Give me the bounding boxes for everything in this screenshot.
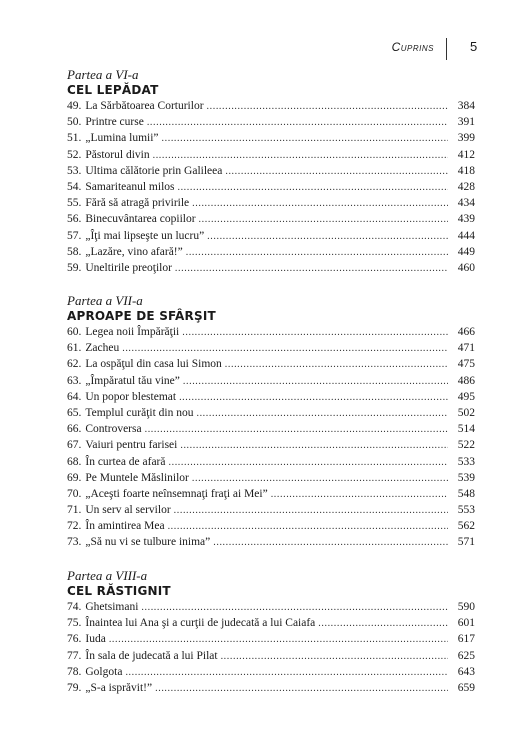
entry-page-number: 495 bbox=[457, 390, 475, 403]
toc-entry[interactable] bbox=[67, 454, 475, 470]
toc-entry[interactable] bbox=[67, 615, 475, 631]
toc-entry[interactable] bbox=[67, 389, 475, 405]
toc-entry[interactable] bbox=[67, 244, 475, 260]
entry-number: 61. bbox=[67, 342, 82, 355]
entry-title: Ghetsimani bbox=[85, 601, 139, 613]
entry-number: 53. bbox=[67, 164, 82, 177]
toc-entry[interactable] bbox=[67, 437, 475, 453]
entry-page-number: 643 bbox=[457, 665, 475, 678]
entry-page-number: 553 bbox=[457, 504, 475, 517]
entry-number: 72. bbox=[67, 520, 82, 533]
entry-title: La Sărbătoarea Corturilor bbox=[85, 100, 204, 112]
toc-entry[interactable] bbox=[67, 680, 475, 696]
entry-title: Templul curăţit din nou bbox=[85, 406, 194, 419]
part-label: Partea a VII-a bbox=[67, 293, 143, 308]
entry-number: 60. bbox=[67, 326, 82, 338]
toc-entry[interactable] bbox=[67, 98, 475, 114]
toc-entry[interactable] bbox=[67, 114, 475, 130]
entry-page-number: 471 bbox=[457, 342, 475, 355]
entry-title: În curtea de afară bbox=[85, 455, 166, 468]
entry-title: Ultima călătorie prin Galileea bbox=[85, 164, 223, 177]
entry-title: Printre curse bbox=[85, 116, 144, 129]
toc-entry[interactable] bbox=[67, 147, 475, 163]
toc-entry[interactable] bbox=[67, 486, 475, 502]
toc-entry[interactable] bbox=[67, 502, 475, 518]
entry-page-number: 590 bbox=[457, 601, 475, 613]
toc-entry[interactable] bbox=[67, 179, 475, 195]
entry-number: 56. bbox=[67, 213, 82, 226]
entry-title: Un serv al servilor bbox=[85, 504, 171, 517]
entry-page-number: 444 bbox=[457, 229, 475, 242]
dot-leader bbox=[168, 519, 448, 535]
entry-page-number: 659 bbox=[457, 681, 475, 694]
part-section bbox=[67, 569, 475, 696]
dot-leader bbox=[169, 455, 449, 471]
entry-page-number: 460 bbox=[457, 261, 475, 274]
entry-number: 51. bbox=[67, 132, 82, 145]
toc-entry[interactable] bbox=[67, 599, 475, 615]
entry-number: 63. bbox=[67, 374, 82, 387]
entry-page-number: 617 bbox=[457, 633, 475, 646]
entry-title: Păstorul divin bbox=[85, 148, 150, 161]
toc-entry[interactable] bbox=[67, 421, 475, 437]
entry-title: „Să nu vi se tulbure inima” bbox=[85, 536, 211, 549]
dot-leader bbox=[207, 99, 448, 115]
toc-entry[interactable] bbox=[67, 211, 475, 227]
entry-page-number: 449 bbox=[457, 245, 475, 258]
entry-title: În sala de judecată a lui Pilat bbox=[85, 649, 218, 662]
entry-page-number: 391 bbox=[457, 116, 475, 129]
toc-entry[interactable] bbox=[67, 373, 475, 389]
entry-title: Pe Muntele Măslinilor bbox=[85, 471, 189, 484]
part-section bbox=[67, 294, 475, 551]
entry-number: 65. bbox=[67, 406, 82, 419]
dot-leader bbox=[155, 681, 448, 697]
entry-number: 76. bbox=[67, 633, 82, 646]
entry-title: Binecuvântarea copiilor bbox=[85, 213, 196, 226]
dot-leader bbox=[125, 665, 448, 681]
entry-title: Samariteanul milos bbox=[85, 180, 175, 193]
entry-title: „Lazăre, vino afară!” bbox=[85, 245, 183, 258]
entry-number: 68. bbox=[67, 455, 82, 468]
entry-page-number: 428 bbox=[457, 180, 475, 193]
dot-leader bbox=[199, 212, 448, 228]
entry-number: 78. bbox=[67, 665, 82, 678]
entry-title: Fără să atragă privirile bbox=[85, 197, 190, 210]
entry-number: 71. bbox=[67, 504, 82, 517]
entry-number: 75. bbox=[67, 617, 82, 630]
dot-leader bbox=[318, 616, 448, 632]
section-title: CEL LEPĂDAT bbox=[67, 83, 159, 97]
entry-number: 64. bbox=[67, 390, 82, 403]
dot-leader bbox=[213, 535, 448, 551]
toc-entry[interactable] bbox=[67, 518, 475, 534]
entry-number: 49. bbox=[67, 100, 82, 112]
dot-leader bbox=[175, 261, 448, 277]
dot-leader bbox=[183, 374, 448, 390]
dot-leader bbox=[192, 196, 448, 212]
entry-number: 69. bbox=[67, 471, 82, 484]
entry-title: Iuda bbox=[85, 633, 106, 646]
entry-number: 50. bbox=[67, 116, 82, 129]
toc-entry[interactable] bbox=[67, 631, 475, 647]
dot-leader bbox=[221, 649, 448, 665]
entry-number: 67. bbox=[67, 439, 82, 452]
dot-leader bbox=[153, 148, 448, 164]
entry-number: 70. bbox=[67, 487, 82, 500]
entry-title: Vaiuri pentru farisei bbox=[85, 439, 178, 452]
entry-number: 73. bbox=[67, 536, 82, 549]
toc-entry[interactable] bbox=[67, 260, 475, 276]
toc-entry[interactable] bbox=[67, 356, 475, 372]
entry-title: „Împăratul tău vine” bbox=[85, 374, 180, 387]
entry-title: Uneltirile preoţilor bbox=[85, 261, 172, 274]
entry-title: La ospăţul din casa lui Simon bbox=[85, 358, 222, 371]
dot-leader bbox=[207, 229, 448, 245]
entry-page-number: 412 bbox=[457, 148, 475, 161]
entry-title: Legea noii Împărăţii bbox=[85, 326, 180, 338]
dot-leader bbox=[225, 357, 448, 373]
page-number: 5 bbox=[470, 39, 478, 54]
entry-title: Golgota bbox=[85, 665, 123, 678]
dot-leader bbox=[192, 471, 448, 487]
dot-leader bbox=[174, 503, 448, 519]
entry-number: 79. bbox=[67, 681, 82, 694]
entry-page-number: 399 bbox=[457, 132, 475, 145]
toc-entry[interactable] bbox=[67, 470, 475, 486]
entry-page-number: 539 bbox=[457, 471, 475, 484]
entry-title: Zacheu bbox=[85, 342, 120, 355]
entry-title: „S-a isprăvit!” bbox=[85, 681, 153, 694]
entry-number: 55. bbox=[67, 197, 82, 210]
entry-page-number: 434 bbox=[457, 197, 475, 210]
entry-title: Un popor blestemat bbox=[85, 390, 177, 403]
toc-entry[interactable] bbox=[67, 534, 475, 550]
section-title: CEL RĂSTIGNIT bbox=[67, 584, 171, 598]
entry-page-number: 533 bbox=[457, 455, 475, 468]
entry-page-number: 571 bbox=[457, 536, 475, 549]
toc-entry[interactable] bbox=[67, 340, 475, 356]
entry-page-number: 625 bbox=[457, 649, 475, 662]
dot-leader bbox=[109, 632, 448, 648]
entry-title: „Aceşti foarte neînsemnaţi fraţi ai Mei” bbox=[85, 487, 268, 500]
entry-number: 52. bbox=[67, 148, 82, 161]
part-label: Partea a VIII-a bbox=[67, 568, 148, 583]
entry-number: 57. bbox=[67, 229, 82, 242]
dot-leader bbox=[196, 406, 448, 422]
entry-number: 66. bbox=[67, 423, 82, 436]
entry-number: 58. bbox=[67, 245, 82, 258]
entry-number: 54. bbox=[67, 180, 82, 193]
entry-page-number: 502 bbox=[457, 406, 475, 419]
entry-title: „Îţi mai lipseşte un lucru” bbox=[85, 229, 205, 242]
entry-title: „Lumina lumii” bbox=[85, 132, 159, 145]
entry-page-number: 514 bbox=[457, 423, 475, 436]
dot-leader bbox=[122, 341, 448, 357]
entry-page-number: 548 bbox=[457, 487, 475, 500]
toc-entry[interactable] bbox=[67, 648, 475, 664]
dot-leader bbox=[271, 487, 448, 503]
entry-page-number: 384 bbox=[457, 100, 475, 112]
toc-entry[interactable] bbox=[67, 163, 475, 179]
entry-page-number: 466 bbox=[457, 326, 475, 338]
toc-list bbox=[67, 324, 475, 551]
toc-entry[interactable] bbox=[67, 324, 475, 340]
dot-leader bbox=[141, 600, 448, 616]
entry-page-number: 562 bbox=[457, 520, 475, 533]
entry-title: În amintirea Mea bbox=[85, 520, 165, 533]
entry-title: Înaintea lui Ana şi a curţii de judecată a lui Caiafa bbox=[85, 617, 316, 630]
dot-leader bbox=[162, 131, 448, 147]
dot-leader bbox=[186, 245, 448, 261]
entry-number: 77. bbox=[67, 649, 82, 662]
dot-leader bbox=[225, 164, 448, 180]
dot-leader bbox=[177, 180, 448, 196]
toc-entry[interactable] bbox=[67, 130, 475, 146]
toc-list bbox=[67, 599, 475, 696]
dot-leader bbox=[179, 390, 448, 406]
part-label: Partea a VI-a bbox=[67, 67, 139, 82]
dot-leader bbox=[180, 438, 448, 454]
toc-entry[interactable] bbox=[67, 664, 475, 680]
toc-entry[interactable] bbox=[67, 195, 475, 211]
entry-page-number: 418 bbox=[457, 164, 475, 177]
toc-list bbox=[67, 98, 475, 276]
entry-page-number: 486 bbox=[457, 374, 475, 387]
entry-number: 59. bbox=[67, 261, 82, 274]
toc-entry[interactable] bbox=[67, 405, 475, 421]
entry-title: Controversa bbox=[85, 423, 142, 436]
entry-page-number: 601 bbox=[457, 617, 475, 630]
toc-entry[interactable] bbox=[67, 228, 475, 244]
header-divider bbox=[446, 38, 447, 60]
running-title: Cuprins bbox=[391, 40, 434, 54]
dot-leader bbox=[182, 325, 448, 341]
section-title: APROAPE DE SFÂRŞIT bbox=[67, 309, 216, 323]
dot-leader bbox=[147, 115, 448, 131]
entry-page-number: 439 bbox=[457, 213, 475, 226]
entry-number: 62. bbox=[67, 358, 82, 371]
part-section bbox=[67, 68, 475, 276]
entry-page-number: 475 bbox=[457, 358, 475, 371]
page-header bbox=[0, 38, 530, 68]
dot-leader bbox=[145, 422, 448, 438]
entry-page-number: 522 bbox=[457, 439, 475, 452]
entry-number: 74. bbox=[67, 601, 82, 613]
